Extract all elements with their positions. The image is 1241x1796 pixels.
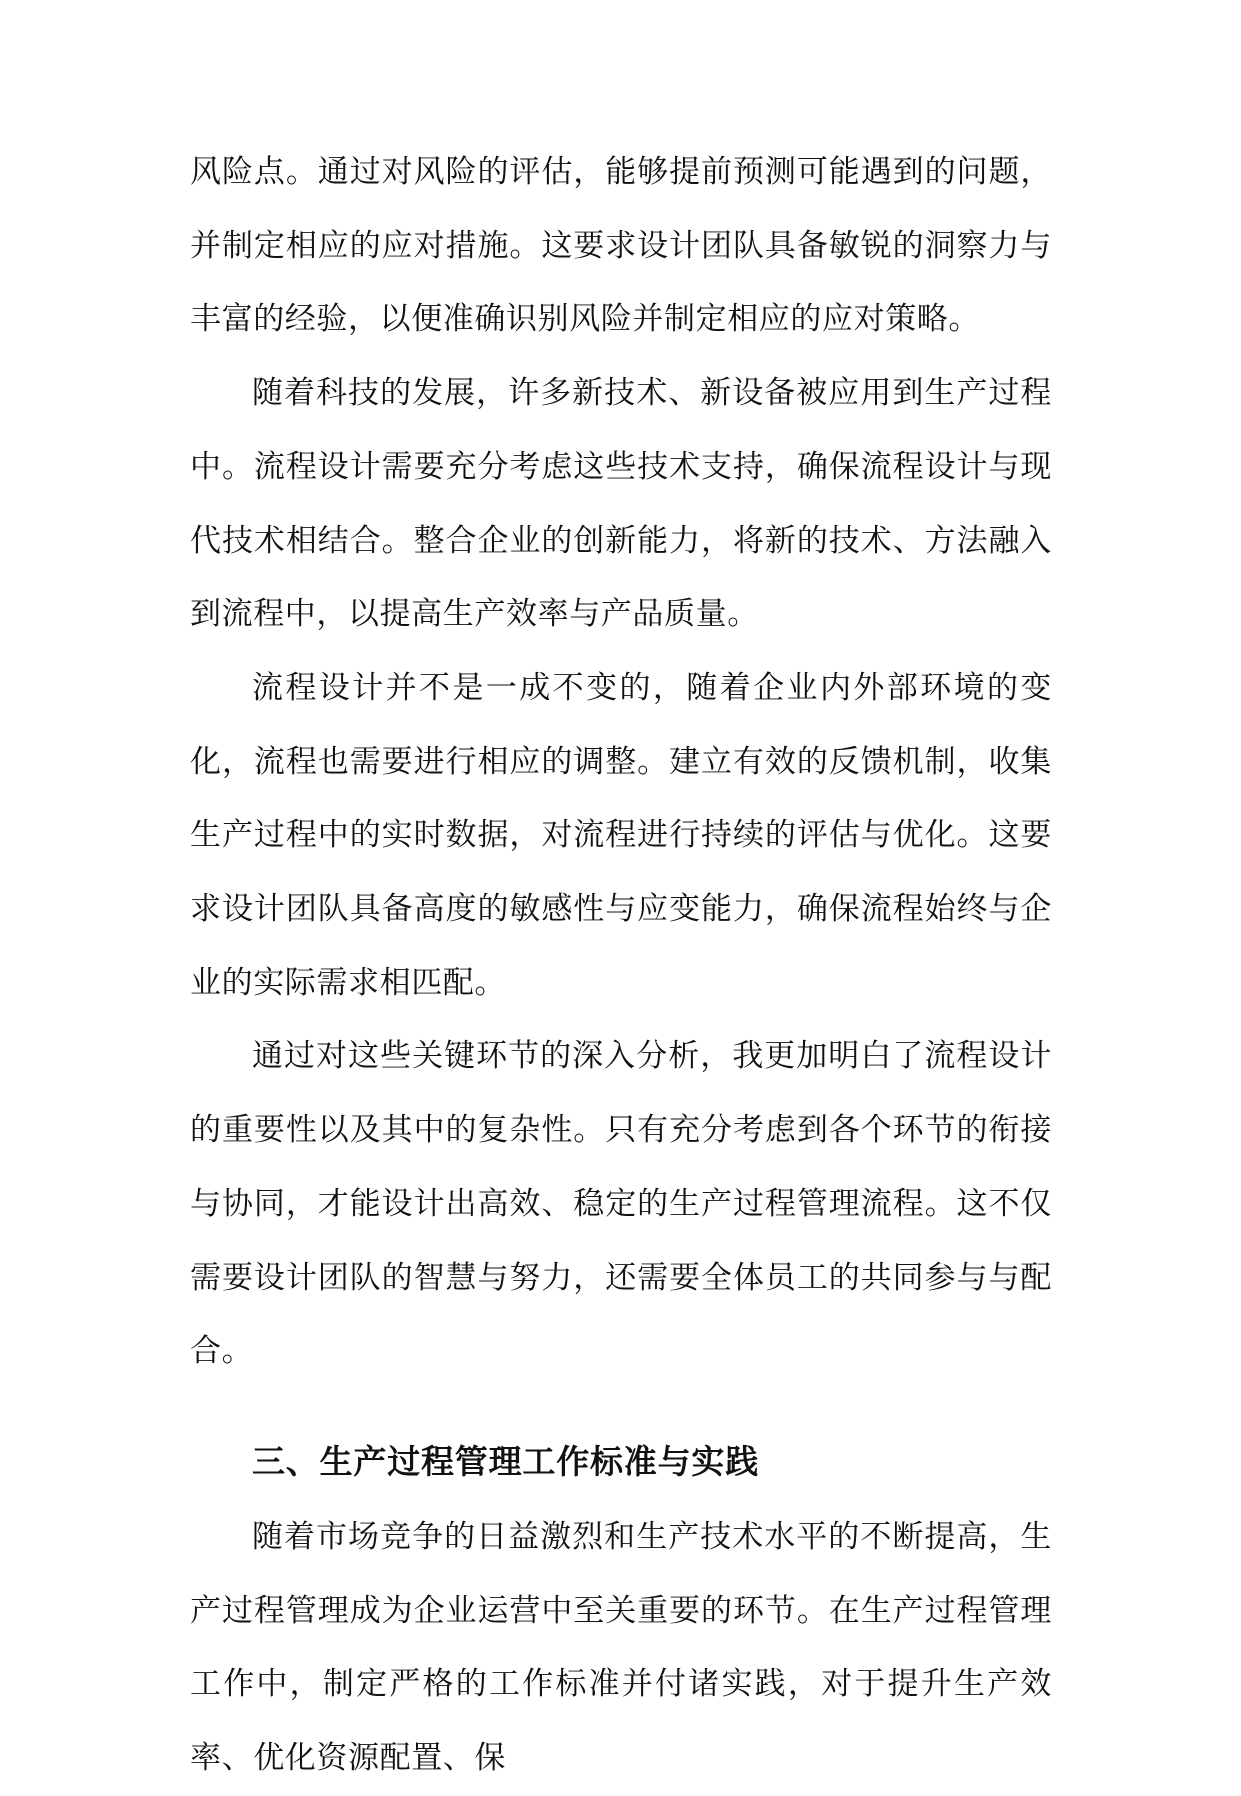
paragraph-risk-points: 风险点。通过对风险的评估，能够提前预测可能遇到的问题，并制定相应的应对措施。这要求设计团队具备敏锐的洞察力与丰富的经验，以便准确识别风险并制定相应的应对策略。 [190,154,1052,338]
paragraph-market-competition: 随着市场竞争的日益激烈和生产技术水平的不断提高，生产过程管理成为企业运营中至关重要的环节。在生产过程管理工作中，制定严格的工作标准并付诸实践，对于提升生产效率、优化资源配置、保 [190,1518,1052,1777]
paragraph-technology-development: 随着科技的发展，许多新技术、新设备被应用到生产过程中。流程设计需要充分考虑这些技术支持，确保流程设计与现代技术相结合。整合企业的创新能力，将新的技术、方法融入到流程中，以提高生产效率与产品质量。 [190,375,1052,633]
paragraph-key-analysis: 通过对这些关键环节的深入分析，我更加明白了流程设计的重要性以及其中的复杂性。只有充分考虑到各个环节的衔接与协同，才能设计出高效、稳定的生产过程管理流程。这不仅需要设计团队的智慧与努力，还需要全体员工的共同参与与配合。 [190,1038,1052,1370]
section-heading: 三、生产过程管理工作标准与实践 [252,1441,759,1481]
document-body [190,136,1052,1796]
paragraph-process-adjustment: 流程设计并不是一成不变的，随着企业内外部环境的变化，流程也需要进行相应的调整。建立有效的反馈机制，收集生产过程中的实时数据，对流程进行持续的评估与优化。这要求设计团队具备高度的敏感性与应变能力，确保流程始终与企业的实际需求相匹配。 [190,669,1052,1001]
